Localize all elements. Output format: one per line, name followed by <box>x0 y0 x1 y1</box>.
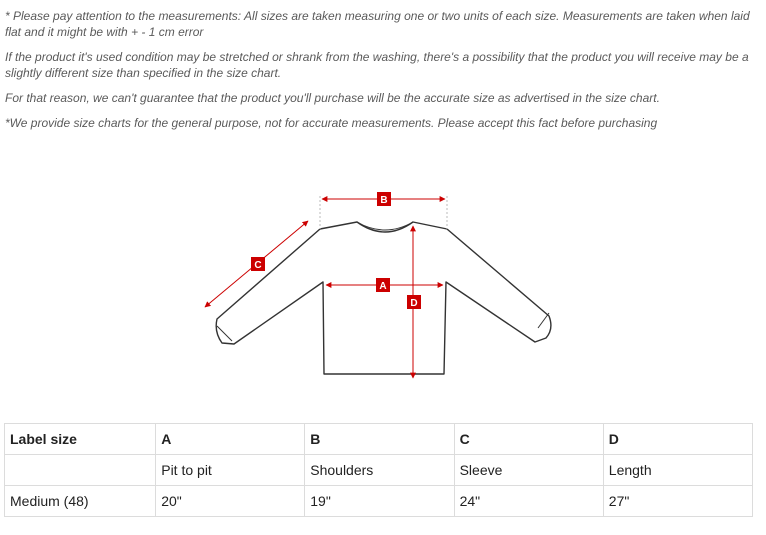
sweater-sketch <box>196 186 566 386</box>
marker-a-label: A <box>379 281 387 292</box>
note-measurements: * Please pay attention to the measurements: All sizes are taken measuring one or two units of each size. Measurements are taken when laid flat and it might be with + - 1 cm error <box>5 9 750 39</box>
table-header-row <box>5 424 753 455</box>
marker-a <box>376 278 390 292</box>
size-chart-table <box>4 423 753 517</box>
header-b: B <box>305 424 454 455</box>
cell-sleeve: 24" <box>454 486 603 517</box>
table-row <box>5 486 753 517</box>
sweater-outline <box>216 222 551 374</box>
marker-c-label: C <box>254 260 262 271</box>
subheader-pit-to-pit: Pit to pit <box>156 455 305 486</box>
cell-length: 27" <box>603 486 752 517</box>
marker-b <box>377 192 391 206</box>
note-general-purpose: *We provide size charts for the general purpose, not for accurate measurements. Please accept this fact before purchasing <box>5 116 658 130</box>
cell-label-size: Medium (48) <box>5 486 156 517</box>
note-used-condition: If the product it's used condition may be stretched or shrank from the washing, there's a possibility that the product you will receive may be a slightly different size than specified in the size chart. <box>5 50 749 80</box>
garment-measurement-diagram <box>196 186 566 386</box>
subheader-length: Length <box>603 455 752 486</box>
cell-pit-to-pit: 20" <box>156 486 305 517</box>
marker-d-label: D <box>410 298 418 309</box>
header-a: A <box>156 424 305 455</box>
subheader-sleeve: Sleeve <box>454 455 603 486</box>
marker-b-label: B <box>380 195 388 206</box>
marker-c <box>251 257 265 271</box>
marker-d <box>407 295 421 309</box>
header-label-size: Label size <box>5 424 156 455</box>
header-d: D <box>603 424 752 455</box>
subheader-empty <box>5 455 156 486</box>
size-notes <box>5 8 757 140</box>
note-no-guarantee: For that reason, we can't guarantee that the product you'll purchase will be the accurate size as advertised in the size chart. <box>5 91 660 105</box>
subheader-shoulders: Shoulders <box>305 455 454 486</box>
header-c: C <box>454 424 603 455</box>
cell-shoulders: 19" <box>305 486 454 517</box>
table-subheader-row <box>5 455 753 486</box>
